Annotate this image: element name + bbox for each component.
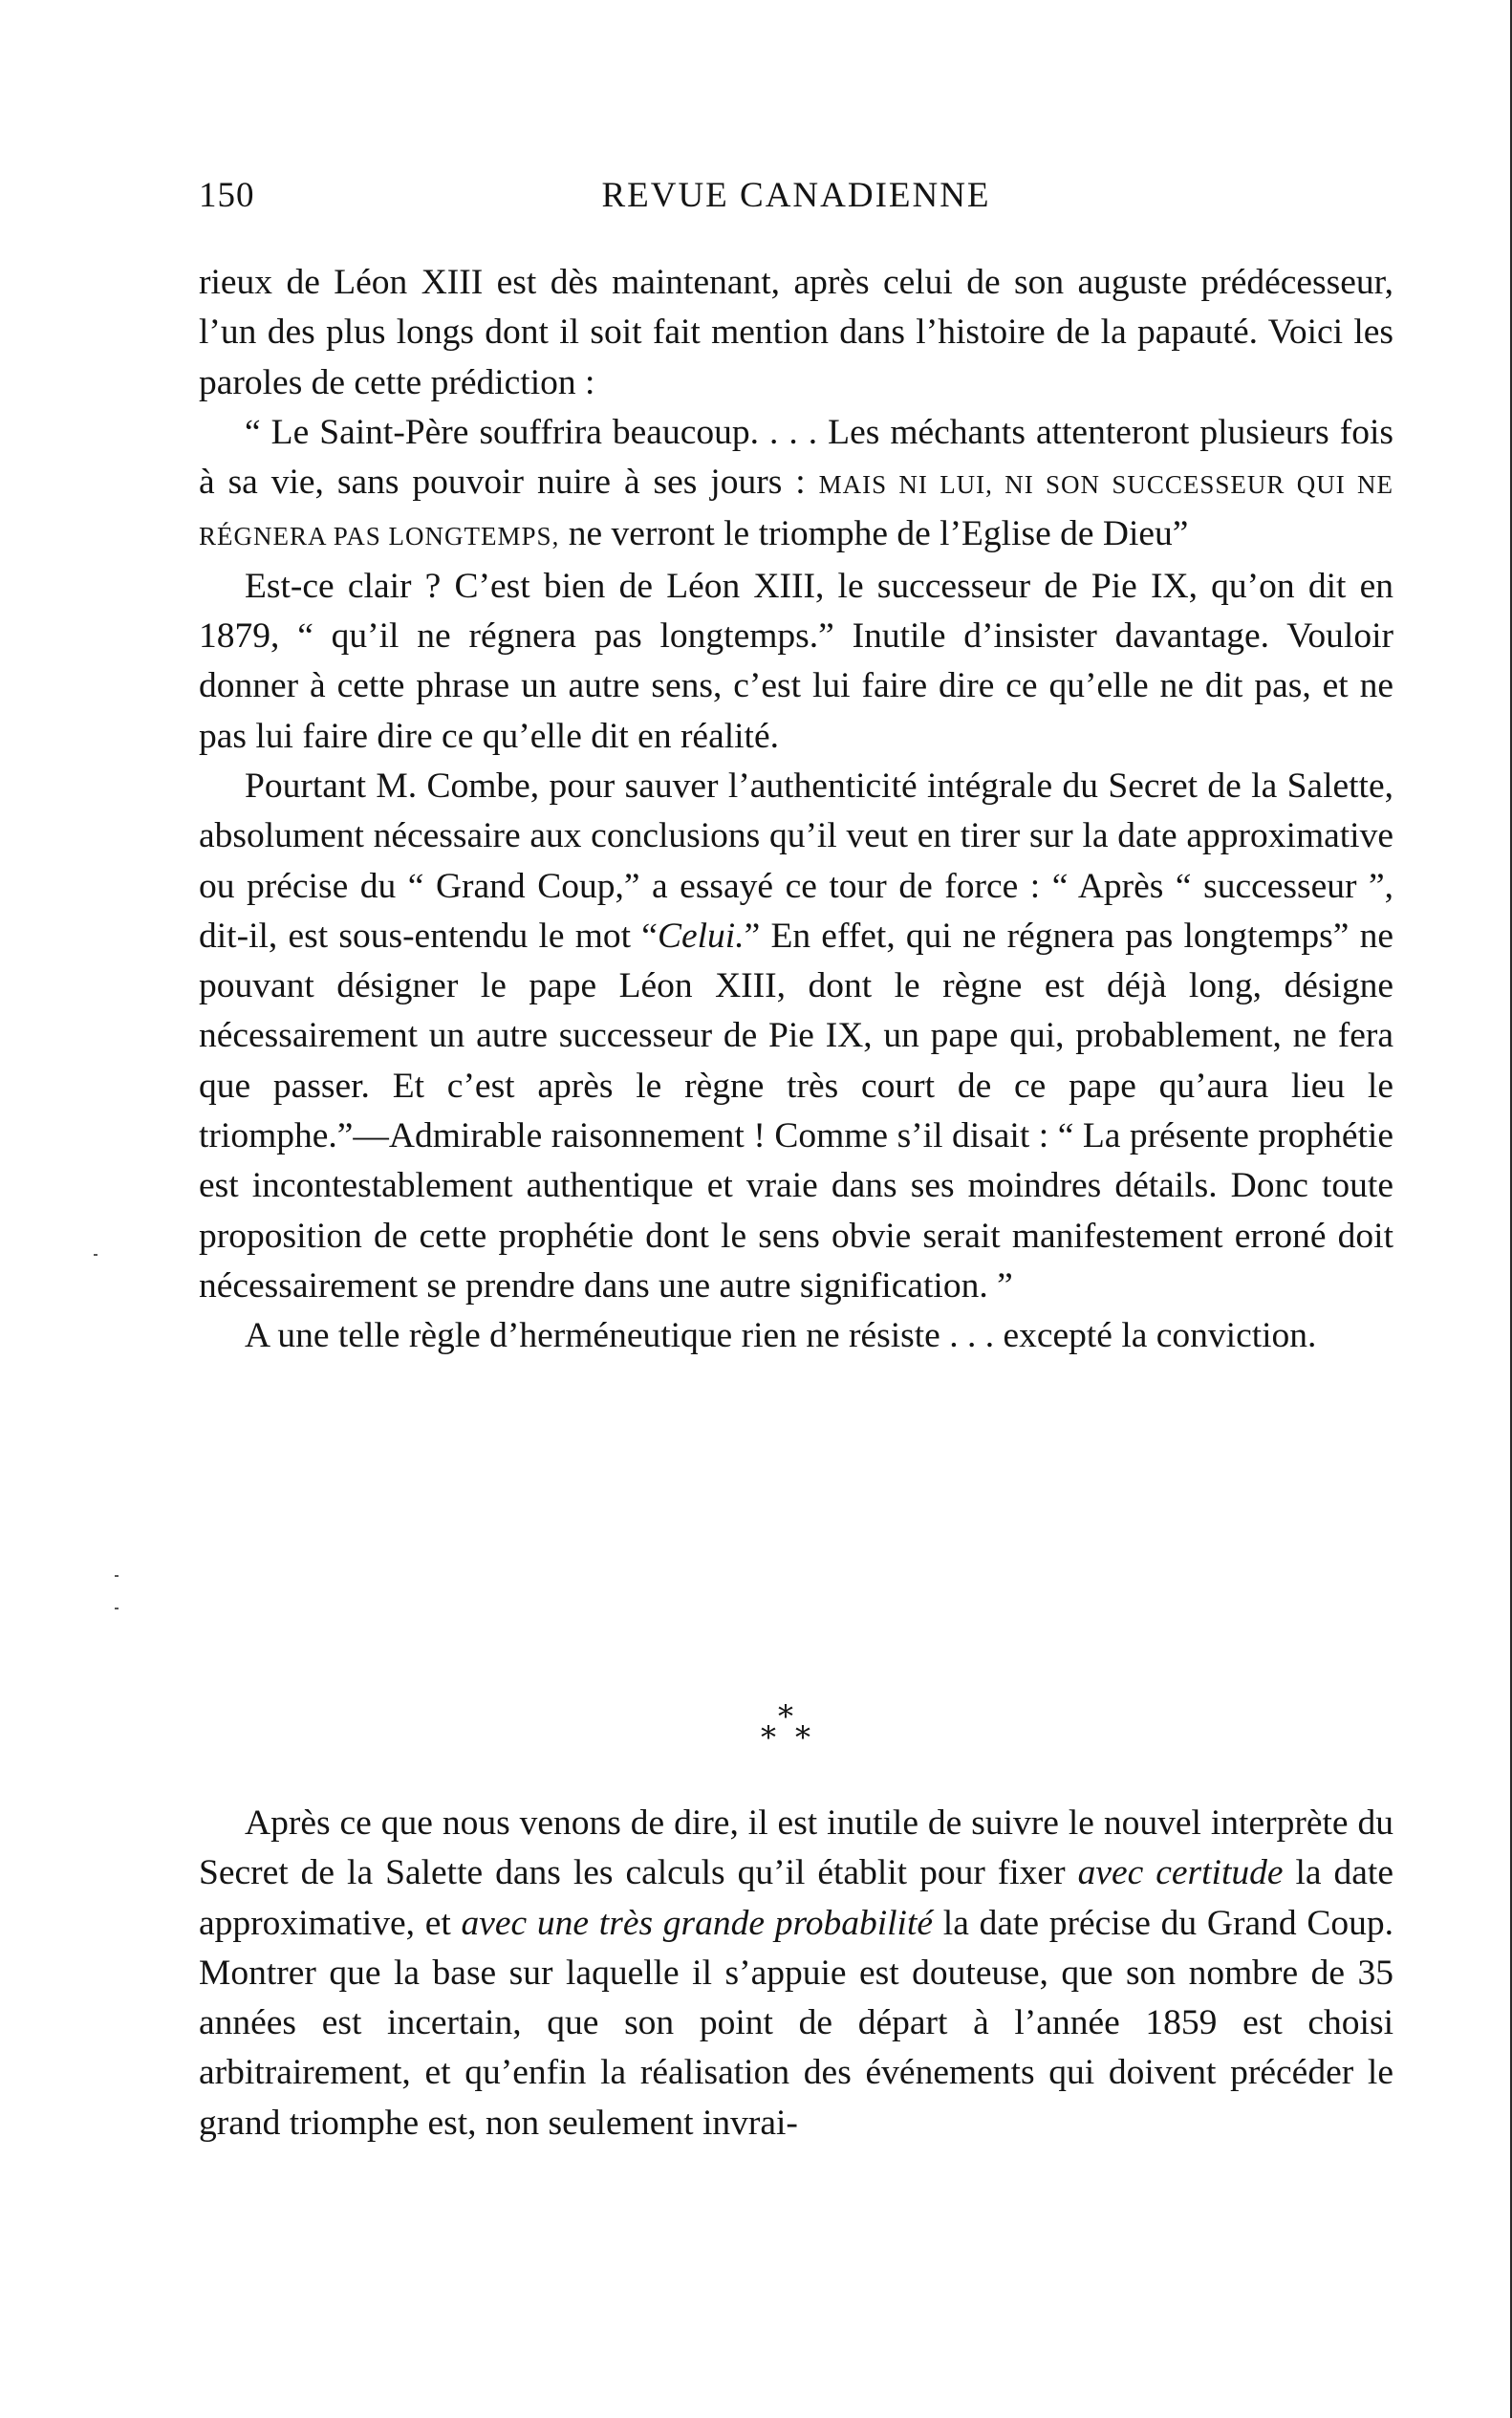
small-caps-emphasis: MAIS NI LUI, NI SON SUCCESSEUR QUI NE RÉGNERA PAS LONGTEMPS, <box>199 470 1393 551</box>
asterism-section-break <box>755 1698 822 1759</box>
body-text-lower <box>199 1799 1393 2148</box>
paragraph-text-end: la date précise du Grand Coup. Montrer que la base sur laquelle il s’appuie est douteuse, que son nombre de 35 années est incertain, que son point de départ à l’année 1859 est choisi arbitrairement, et qu’enfin la réalisation des événements qui doivent précéder le grand triomphe est, non seulement invrai- <box>199 1903 1394 2143</box>
paragraph-argument <box>199 562 1393 762</box>
running-head <box>199 175 1393 225</box>
margin-speck <box>115 1608 119 1609</box>
asterisk-left: * <box>761 1719 776 1756</box>
journal-title: REVUE CANADIENNE <box>601 176 991 215</box>
margin-speck <box>115 1575 119 1577</box>
body-text-upper <box>199 258 1393 1362</box>
paragraph-text: A une telle règle d’herméneutique rien ne résiste . . . excepté la conviction. <box>245 1316 1317 1356</box>
paragraph-continuation <box>199 258 1393 408</box>
asterisk-right: * <box>795 1719 810 1756</box>
margin-speck <box>94 1254 97 1256</box>
paragraph-text: Est-ce clair ? C’est bien de Léon XIII, le successeur de Pie IX, qu’on dit en 1879, “ qu’il ne régnera pas longtemps.” Inutile d’insister davantage. Vouloir donner à cette phrase un autre sens, c’est lui faire dire ce qu’elle ne dit pas, et ne pas lui faire dire ce qu’elle dit en réalité. <box>199 566 1393 756</box>
quotation-text-end: ne verront le triomphe de l’Eglise de Dieu” <box>568 514 1189 554</box>
quotation-text: “ Le Saint-Père souffrira beaucoup. . . . Les méchants attenteront plusieurs fois à sa vie, sans pouvoir nuire à ses jours : <box>199 412 1393 503</box>
italic-phrase-probabilite: avec une très grande probabilité <box>461 1903 934 1943</box>
paragraph-conclusion <box>199 1311 1393 1361</box>
paragraph-new-section <box>199 1799 1393 2148</box>
paragraph-text-mid: la date approximative, et <box>199 1853 1394 1943</box>
paragraph-text: rieux de Léon XIII est dès maintenant, après celui de son auguste prédécesseur, l’un des plus longs dont il soit fait mention dans l’histoire de la papauté. Voici les paroles de cette prédiction : <box>199 263 1393 402</box>
paragraph-text: Après ce que nous venons de dire, il est inutile de suivre le nouvel interprète du Secret de la Salette dans les calculs qu’il établit pour fixer <box>199 1803 1393 1893</box>
paragraph-quotation <box>199 408 1393 562</box>
italic-phrase-certitude: avec certitude <box>1077 1853 1284 1893</box>
asterisk-top: * <box>778 1698 793 1735</box>
paragraph-combe <box>199 762 1393 1311</box>
italic-word: Celui. <box>657 916 745 956</box>
paragraph-text-continued: ” En effet, qui ne régnera pas longtemps” ne pouvant désigner le pape Léon XIII, dont le règne est déjà long, désigne nécessairement un autre successeur de Pie IX, un pape qui, probablement, ne fera que passer. Et c’est après le règne très court de ce pape qu’aura lieu le triomphe.”—Admirable raisonnement ! Comme s’il disait : “ La présente prophétie est incontestablement authentique et vraie dans ses moindres détails. Donc toute proposition de cette prophétie dont le sens obvie serait manifestement erroné doit nécessairement se prendre dans une autre signification. ” <box>199 916 1393 1306</box>
page-number: 150 <box>199 176 255 215</box>
paragraph-text: Pourtant M. Combe, pour sauver l’authenticité intégrale du Secret de la Salette, absolument nécessaire aux conclusions qu’il veut en tirer sur la date approximative ou précise du “ Grand Coup,” a essayé ce tour de force : “ Après “ successeur ”, dit-il, est sous-entendu le mot “ <box>199 766 1393 956</box>
